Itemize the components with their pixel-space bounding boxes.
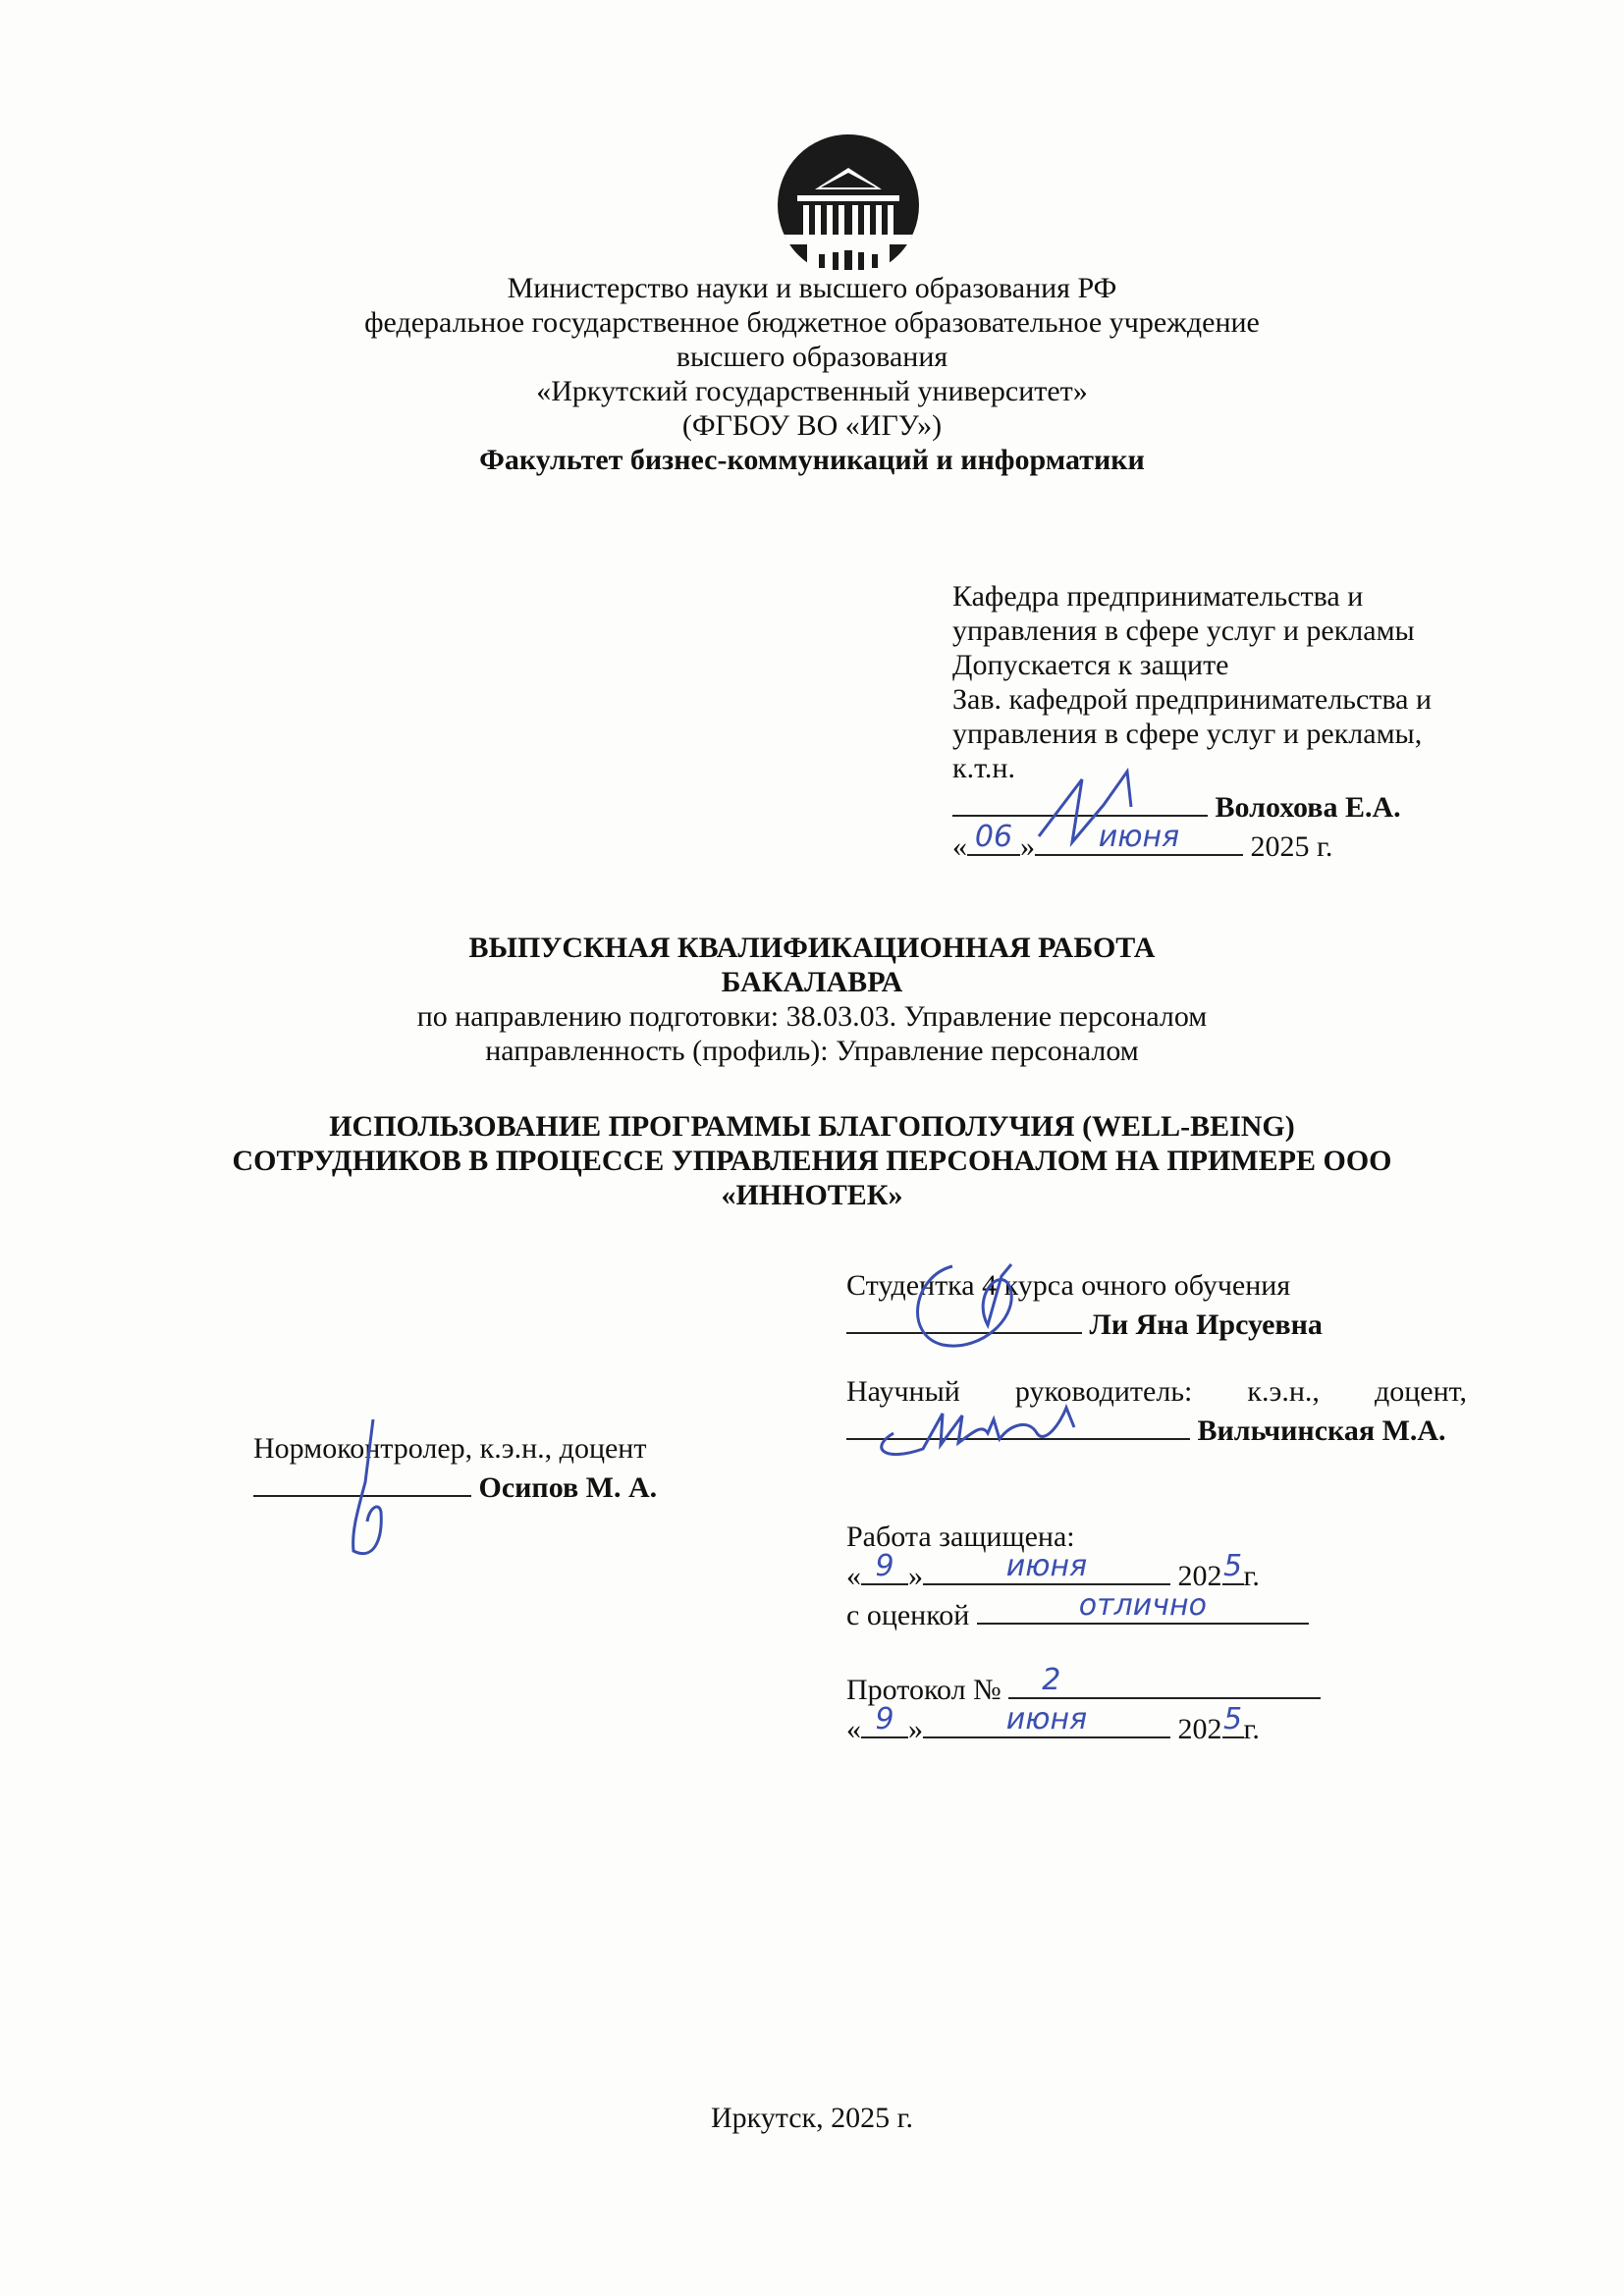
university-emblem-icon (776, 133, 921, 278)
approval-day-field (967, 820, 1020, 856)
ministry-line: Министерство науки и высшего образования РФ (507, 272, 1117, 304)
supervisor-block (846, 1374, 1467, 1448)
head-name: Волохова Е.А. (1215, 791, 1401, 824)
supervisor-label-part: доцент, (1374, 1375, 1467, 1408)
head-line-1: Зав. кафедрой предпринимательства и (952, 683, 1433, 716)
institution-level-line: высшего образования (676, 341, 948, 373)
student-signature-row (846, 1303, 1494, 1342)
defense-month-handwritten: июня (1005, 1549, 1088, 1583)
defense-year-suffix: г. (1243, 1560, 1260, 1592)
department-line-2: управления в сфере услуг и рекламы (952, 614, 1415, 647)
supervisor-label-part: руководитель: (1014, 1375, 1193, 1408)
student-name: Ли Яна Ирсуевна (1089, 1308, 1323, 1341)
spacer (846, 1632, 1396, 1668)
defense-year-handwritten: 5 (1222, 1549, 1243, 1583)
work-type-line-1: ВЫПУСКНАЯ КВАЛИФИКАЦИОННАЯ РАБОТА (468, 932, 1156, 964)
city-year: Иркутск, 2025 г. (710, 2102, 914, 2134)
university-emblem (776, 133, 921, 278)
admission-text: Допускается к защите (952, 649, 1229, 681)
university-name: «Иркутский государственный университет» (536, 375, 1088, 407)
quote-open: « (952, 830, 967, 863)
signature-line (952, 785, 1208, 817)
defense-block (846, 1520, 1396, 1746)
header-block (0, 271, 1624, 477)
grade-field (977, 1588, 1309, 1625)
title-line-3: «ИННОТЕК» (721, 1179, 903, 1211)
head-degree: к.т.н. (952, 752, 1015, 784)
quote-open: « (846, 1560, 861, 1592)
protocol-day-field (861, 1702, 908, 1738)
defense-month-field (923, 1549, 1170, 1585)
head-signature-row (952, 785, 1502, 825)
protocol-row (846, 1663, 1396, 1707)
quote-close: » (908, 1560, 923, 1592)
protocol-year-handwritten: 5 (1222, 1702, 1243, 1736)
normcontrol-block (253, 1431, 715, 1505)
approval-month-field (1035, 820, 1243, 856)
university-abbreviation: (ФГБОУ ВО «ИГУ») (681, 409, 943, 442)
approval-day-handwritten: 06 (974, 820, 1013, 854)
profile-line: направленность (профиль): Управление персоналом (485, 1035, 1139, 1067)
quote-close: » (908, 1713, 923, 1745)
quote-close: » (1020, 830, 1035, 863)
title-line-2: СОТРУДНИКОВ В ПРОЦЕССЕ УПРАВЛЕНИЯ ПЕРСОНАЛОМ НА ПРИМЕРЕ ООО (232, 1145, 1392, 1177)
protocol-year-suffix: г. (1243, 1713, 1260, 1745)
protocol-month-field (923, 1702, 1170, 1738)
protocol-month-handwritten: июня (1005, 1702, 1088, 1736)
defense-day-field (861, 1549, 908, 1585)
grade-handwritten: отлично (1078, 1588, 1207, 1623)
institution-type-line: федеральное государственное бюджетное образовательное учреждение (364, 306, 1260, 339)
approval-block (952, 579, 1502, 864)
approval-month-handwritten: июня (1098, 820, 1180, 854)
student-block (846, 1268, 1494, 1342)
title-line-1: ИСПОЛЬЗОВАНИЕ ПРОГРАММЫ БЛАГОПОЛУЧИЯ (WELL-BEING) (329, 1110, 1295, 1143)
protocol-label: Протокол № (846, 1674, 1001, 1706)
signature-line (253, 1466, 471, 1497)
protocol-year-field (1222, 1702, 1244, 1738)
faculty-name: Факультет бизнес-коммуникаций и информатики (479, 444, 1145, 476)
department-line-1: Кафедра предпринимательства и (952, 580, 1364, 613)
supervisor-label (846, 1374, 1467, 1409)
supervisor-name: Вильчинская М.А. (1197, 1415, 1446, 1447)
defense-label: Работа защищена: (846, 1521, 1075, 1553)
footer (0, 2101, 1624, 2135)
quote-open: « (846, 1713, 861, 1745)
defense-year-field (1222, 1549, 1244, 1585)
protocol-date-row (846, 1702, 1396, 1746)
work-type-line-2: БАКАЛАВРА (721, 966, 903, 998)
protocol-year-prefix: 202 (1177, 1713, 1222, 1745)
signature-line (846, 1409, 1190, 1440)
work-block (0, 931, 1624, 1068)
supervisor-label-part: Научный (846, 1375, 960, 1408)
student-label: Студентка 4 курса очного обучения (846, 1269, 1291, 1302)
approval-year: 2025 г. (1250, 830, 1333, 863)
normcontrol-signature-row (253, 1466, 715, 1505)
head-line-2: управления в сфере услуг и рекламы, (952, 718, 1423, 750)
defense-day-handwritten: 9 (875, 1549, 894, 1583)
supervisor-signature-row (846, 1409, 1467, 1448)
grade-row (846, 1588, 1396, 1632)
normcontrol-name: Осипов М. А. (478, 1471, 658, 1504)
grade-label: с оценкой (846, 1599, 970, 1631)
approval-date-row (952, 820, 1502, 864)
supervisor-label-part: к.э.н., (1247, 1375, 1320, 1408)
protocol-number-handwritten: 2 (1042, 1663, 1061, 1697)
protocol-number-field (1008, 1663, 1321, 1699)
defense-year-prefix: 202 (1177, 1560, 1222, 1592)
thesis-title (0, 1109, 1624, 1212)
signature-line (846, 1303, 1082, 1334)
defense-date-row (846, 1549, 1396, 1593)
direction-line: по направлению подготовки: 38.03.03. Управление персоналом (416, 1000, 1208, 1033)
protocol-day-handwritten: 9 (875, 1702, 894, 1736)
normcontrol-label: Нормоконтролер, к.э.н., доцент (253, 1432, 647, 1465)
